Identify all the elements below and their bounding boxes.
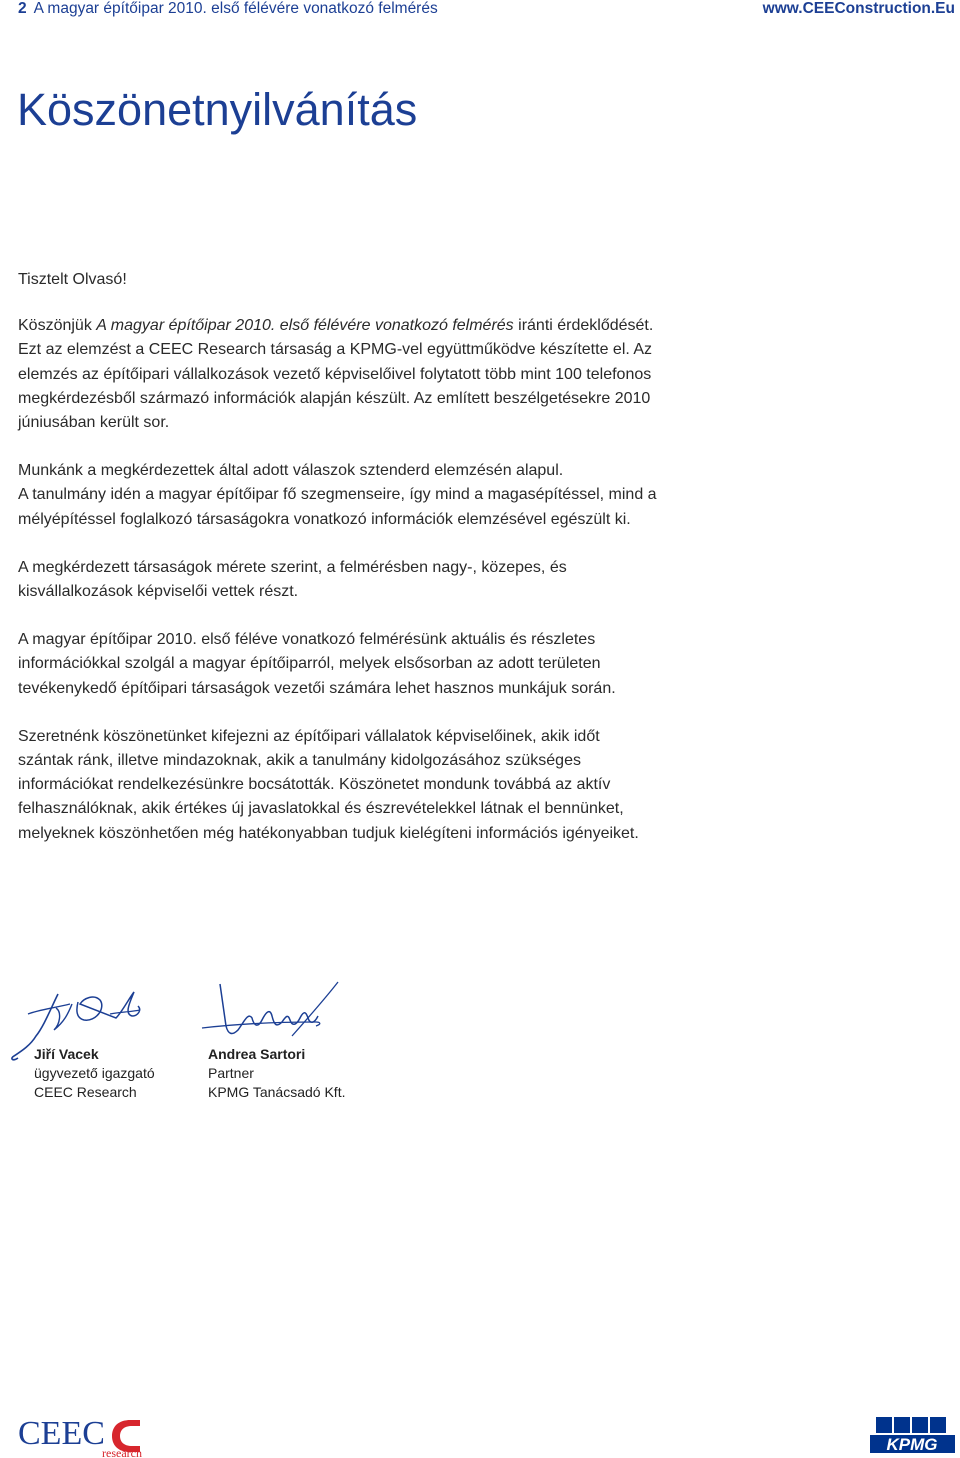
- ceec-research-logo: [18, 1412, 158, 1458]
- letter-body: [18, 268, 658, 870]
- signer-org: KPMG Tanácsadó Kft.: [208, 1084, 346, 1100]
- paragraph-company-size: A megkérdezett társaságok mérete szerint, a felmérésben nagy-, közepes, és kisvállalkozások képviselői vettek részt.: [18, 558, 567, 601]
- page-number: 2: [18, 0, 27, 17]
- header-title: A magyar építőipar 2010. első félévére vonatkozó felmérés: [33, 0, 438, 17]
- paragraph-intro-rest: iránti érdeklődését. Ezt az elemzést a CEEC Research társaság a KPMG-vel együttműködve készítette el. Az elemzés az építőipari vállalkozások vezető képviselőivel folytatott több mint 100 telefonos megkérdezésből származó információk alapján készült. Az említett beszélgetésekre 2010 júniusában került sor.: [18, 317, 654, 432]
- paragraph-thanks: Szeretnénk köszönetünket kifejezni az építőipari vállalatok képviselőinek, akik időt szántak ránk, illetve mindazoknak, akik a tanulmány kidolgozásához szükséges információkat rendelkezésünkre bocsátották. Köszönetet mondunk továbbá az aktív felhasználóknak, akik értékes új javaslatokkal és észrevételekkel látnak el bennünket, melyeknek köszönhetően még hatékonyabban tudjuk kielégíteni információs igényeiket.: [18, 727, 639, 842]
- signer-name: Jiří Vacek: [34, 1046, 99, 1062]
- report-title-emphasis: A magyar építőipar 2010. első félévére vonatkozó felmérés: [96, 317, 514, 335]
- header-url-link[interactable]: www.CEEConstruction.Eu: [762, 0, 955, 17]
- page-header: [18, 0, 955, 22]
- ceec-logo-subtitle: research: [102, 1446, 142, 1458]
- signature-sartori: [196, 978, 346, 1048]
- signer-sartori: [208, 1045, 345, 1102]
- signature-block: [0, 970, 420, 1110]
- ceec-logo-letters: CEEC: [18, 1415, 105, 1452]
- signer-name: Andrea Sartori: [208, 1046, 306, 1062]
- signer-vacek: [34, 1045, 155, 1102]
- paragraph-intro-lead: Köszönjük: [18, 317, 97, 335]
- paragraph-intro: [18, 314, 658, 435]
- page-title: Köszönetnyilvánítás: [17, 84, 418, 135]
- paragraph-method: Munkánk a megkérdezettek által adott válaszok sztenderd elemzésén alapul.: [18, 462, 564, 480]
- paragraph-purpose: A magyar építőipar 2010. első féléve vonatkozó felmérésünk aktuális és részletes információkkal szolgál a magyar építőiparról, melyek elsősorban az adott területen tevékenykedő építőipari társaságok vezetői számára lehet hasznos munkájuk során.: [18, 631, 616, 697]
- kpmg-logo-letters: KPMG: [886, 1435, 938, 1453]
- signer-org: CEEC Research: [34, 1084, 137, 1100]
- salutation: Tisztelt Olvasó!: [18, 271, 127, 288]
- paragraph-segments: A tanulmány idén a magyar építőipar fő szegmenseire, így mind a magasépítéssel, mind a mélyépítéssel foglalkozó társaságokra vonatkozó információk elemzésével egészült ki.: [18, 486, 657, 528]
- signer-role: ügyvezető igazgató: [34, 1065, 155, 1081]
- signer-role: Partner: [208, 1065, 254, 1081]
- kpmg-logo: [870, 1417, 955, 1453]
